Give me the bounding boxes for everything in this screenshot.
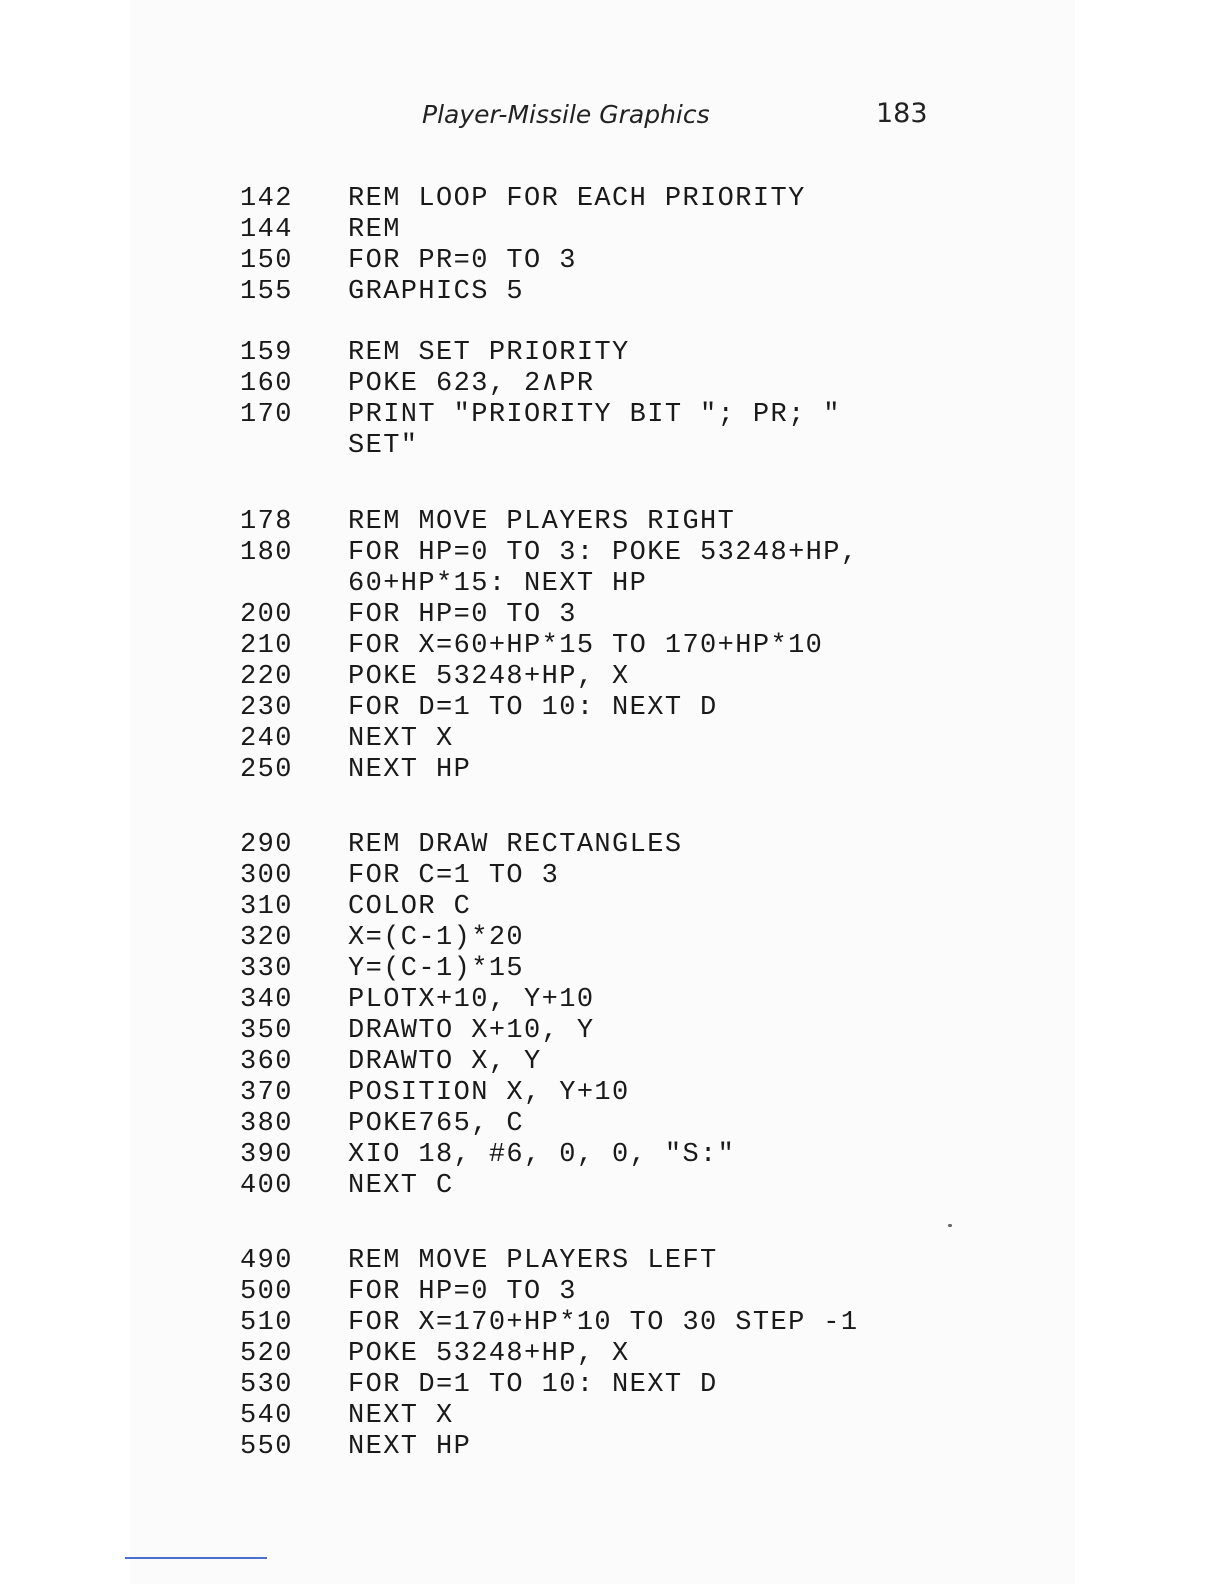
code-line	[0, 246, 1224, 277]
code-text: NEXT C	[348, 1171, 454, 1201]
code-line	[0, 1109, 1224, 1140]
code-text: COLOR C	[348, 892, 472, 922]
code-text: POKE 53248+HP, X	[348, 1339, 630, 1369]
code-text: POSITION X, Y+10	[348, 1078, 630, 1108]
code-line	[0, 400, 1224, 431]
code-text: FOR HP=0 TO 3: POKE 53248+HP,	[348, 538, 859, 568]
code-text: DRAWTO X, Y	[348, 1047, 542, 1077]
running-head-title: Player-Missile Graphics	[422, 100, 710, 129]
code-text: XIO 18, #6, 0, 0, "S:"	[348, 1140, 736, 1170]
code-block	[0, 184, 1224, 308]
code-text: FOR HP=0 TO 3	[348, 600, 577, 630]
code-text: REM LOOP FOR EACH PRIORITY	[348, 184, 806, 214]
code-line-continuation	[0, 431, 1224, 462]
code-line	[0, 538, 1224, 569]
line-number: 178	[240, 507, 293, 537]
code-text: POKE765, C	[348, 1109, 525, 1139]
line-number: 310	[240, 892, 293, 922]
code-text: FOR PR=0 TO 3	[348, 246, 577, 276]
line-number: 530	[240, 1370, 293, 1400]
line-number: 159	[240, 338, 293, 368]
code-text: NEXT HP	[348, 755, 472, 785]
code-text: NEXT X	[348, 1401, 454, 1431]
code-line	[0, 1308, 1224, 1339]
code-text: 60+HP*15: NEXT HP	[348, 569, 648, 599]
line-number: 180	[240, 538, 293, 568]
code-text: DRAWTO X+10, Y	[348, 1016, 595, 1046]
line-number: 350	[240, 1016, 293, 1046]
code-line	[0, 954, 1224, 985]
line-number: 490	[240, 1246, 293, 1276]
line-number: 150	[240, 246, 293, 276]
code-line	[0, 1140, 1224, 1171]
code-line	[0, 1339, 1224, 1370]
code-line	[0, 184, 1224, 215]
code-line	[0, 1277, 1224, 1308]
code-text: REM SET PRIORITY	[348, 338, 630, 368]
line-number: 290	[240, 830, 293, 860]
code-line	[0, 662, 1224, 693]
code-line	[0, 861, 1224, 892]
line-number: 330	[240, 954, 293, 984]
code-text: POKE 53248+HP, X	[348, 662, 630, 692]
code-line	[0, 1246, 1224, 1277]
line-number: 550	[240, 1432, 293, 1462]
ink-speck	[948, 1224, 952, 1227]
line-number: 400	[240, 1171, 293, 1201]
code-line	[0, 1370, 1224, 1401]
code-block	[0, 338, 1224, 462]
code-block	[0, 830, 1224, 1202]
code-line	[0, 1171, 1224, 1202]
running-head	[0, 98, 1224, 138]
code-line	[0, 338, 1224, 369]
footer-rule	[125, 1557, 267, 1559]
line-number: 380	[240, 1109, 293, 1139]
code-text: NEXT HP	[348, 1432, 472, 1462]
code-line	[0, 215, 1224, 246]
code-text: REM MOVE PLAYERS LEFT	[348, 1246, 718, 1276]
code-line	[0, 1432, 1224, 1463]
code-text: FOR C=1 TO 3	[348, 861, 560, 891]
code-line	[0, 724, 1224, 755]
line-number: 360	[240, 1047, 293, 1077]
code-text: FOR D=1 TO 10: NEXT D	[348, 693, 718, 723]
line-number: 210	[240, 631, 293, 661]
code-line	[0, 1047, 1224, 1078]
line-number: 520	[240, 1339, 293, 1369]
page-number: 183	[876, 98, 928, 129]
line-number: 250	[240, 755, 293, 785]
code-text: Y=(C-1)*15	[348, 954, 525, 984]
code-text: FOR X=170+HP*10 TO 30 STEP -1	[348, 1308, 859, 1338]
line-number: 370	[240, 1078, 293, 1108]
line-number: 200	[240, 600, 293, 630]
line-number: 220	[240, 662, 293, 692]
line-number: 230	[240, 693, 293, 723]
code-text: POKE 623, 2∧PR	[348, 369, 595, 399]
code-text: REM	[348, 215, 401, 245]
line-number: 500	[240, 1277, 293, 1307]
line-number: 390	[240, 1140, 293, 1170]
line-number: 510	[240, 1308, 293, 1338]
code-text: REM DRAW RECTANGLES	[348, 830, 683, 860]
line-number: 240	[240, 724, 293, 754]
code-text: SET"	[348, 431, 419, 461]
line-number: 340	[240, 985, 293, 1015]
line-number: 160	[240, 369, 293, 399]
line-number: 300	[240, 861, 293, 891]
code-text: FOR HP=0 TO 3	[348, 1277, 577, 1307]
code-line	[0, 923, 1224, 954]
code-text: GRAPHICS 5	[348, 277, 525, 307]
code-text: PLOTX+10, Y+10	[348, 985, 595, 1015]
code-line	[0, 830, 1224, 861]
code-line	[0, 892, 1224, 923]
code-line	[0, 369, 1224, 400]
line-number: 144	[240, 215, 293, 245]
line-number: 320	[240, 923, 293, 953]
code-text: PRINT "PRIORITY BIT "; PR; "	[348, 400, 841, 430]
code-text: FOR D=1 TO 10: NEXT D	[348, 1370, 718, 1400]
code-line	[0, 1078, 1224, 1109]
line-number: 540	[240, 1401, 293, 1431]
code-line-continuation	[0, 569, 1224, 600]
code-block	[0, 1246, 1224, 1463]
code-text: X=(C-1)*20	[348, 923, 525, 953]
line-number: 155	[240, 277, 293, 307]
code-line	[0, 1401, 1224, 1432]
code-line	[0, 1016, 1224, 1047]
code-text: FOR X=60+HP*15 TO 170+HP*10	[348, 631, 824, 661]
code-line	[0, 755, 1224, 786]
code-line	[0, 693, 1224, 724]
code-line	[0, 985, 1224, 1016]
code-line	[0, 507, 1224, 538]
code-line	[0, 277, 1224, 308]
code-line	[0, 631, 1224, 662]
code-line	[0, 600, 1224, 631]
line-number: 170	[240, 400, 293, 430]
code-block	[0, 507, 1224, 786]
code-text: REM MOVE PLAYERS RIGHT	[348, 507, 736, 537]
code-text: NEXT X	[348, 724, 454, 754]
line-number: 142	[240, 184, 293, 214]
